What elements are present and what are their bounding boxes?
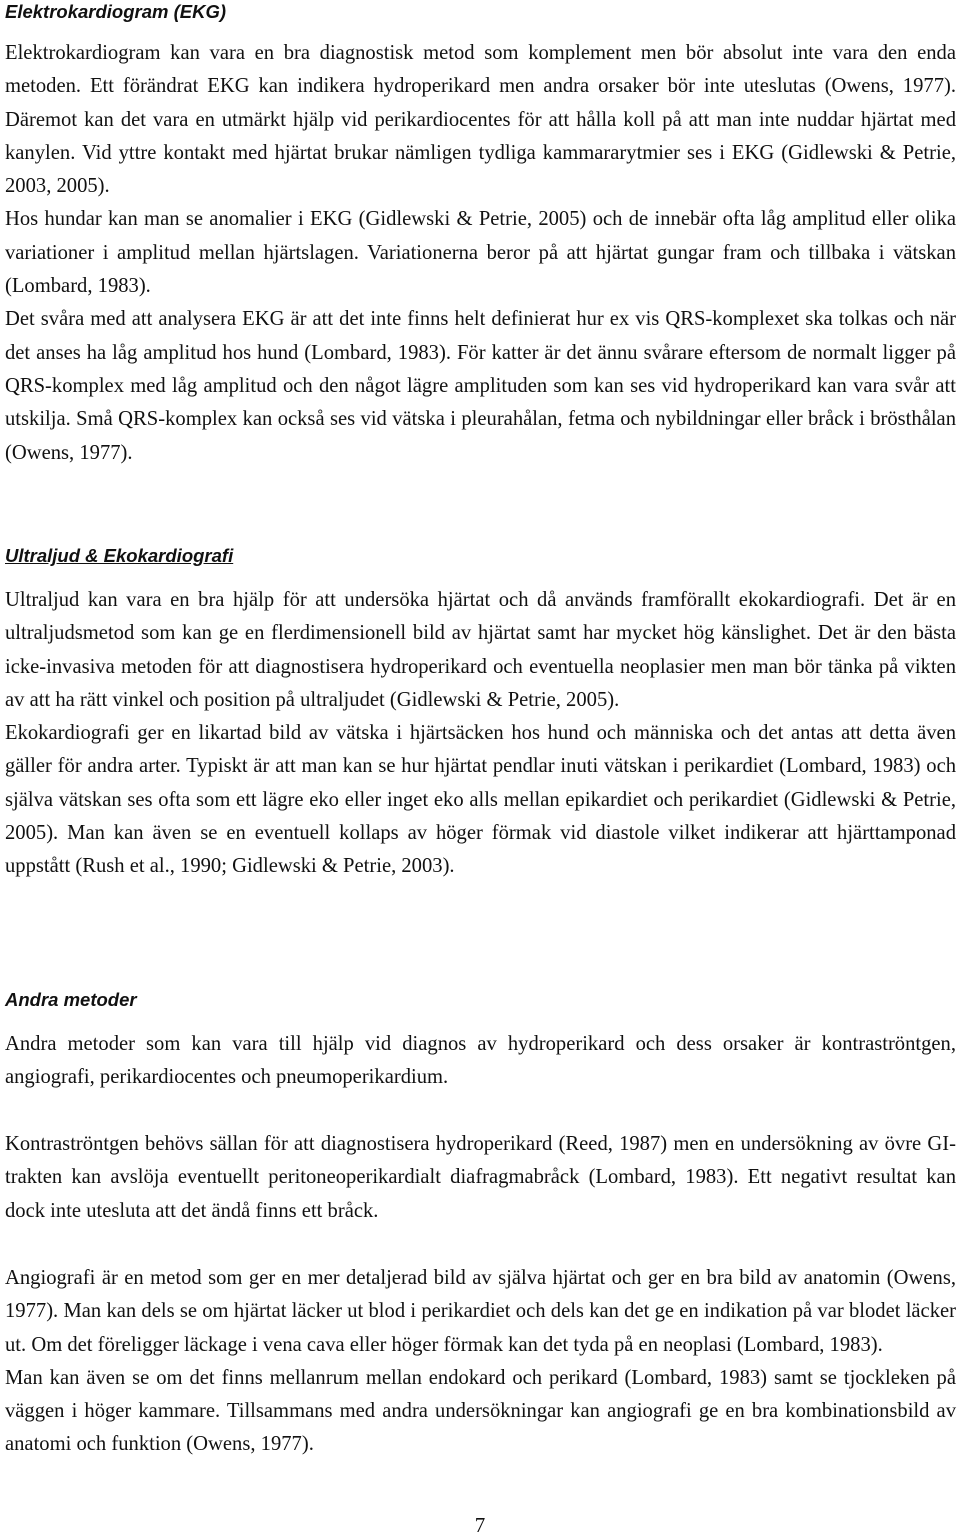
section-heading-ultraljud: Ultraljud & Ekokardiografi xyxy=(5,545,234,566)
paragraph-kontrastrontgen: Kontraströntgen behövs sällan för att diagnostisera hydroperikard (Reed, 1987) men en undersökning av övre GI-trakten kan avslöja eventuellt peritoneoperikardialt diafragmabråck (Lombard, 1983). Ett negativt resultat kan dock inte utesluta att det ändå finns ett bråck. xyxy=(5,1133,956,1222)
paragraph: Ekokardiografi ger en likartad bild av vätska i hjärtsäcken hos hund och människa och det antas att detta även gäller för andra arter. Typiskt är att man kan se hur hjärtat pendlar inuti vätskan i perikardiet (Lombard, 1983) och själva vätskan ses ofta som ett lägre eko eller inget eko alls mellan epikardiet och perikardiet (Gidlewski & Petrie, 2005). Man kan även se en eventuell kollaps av höger förmak vid diastole vilket indikerar att hjärttamponad uppstått (Rush et al., 1990; Gidlewski & Petrie, 2003). xyxy=(5,722,956,878)
section-body-ultraljud xyxy=(5,584,956,884)
section-body-ekg xyxy=(5,37,956,470)
section-body-angiografi xyxy=(5,1262,956,1462)
section-heading-andra-metoder: Andra metoder xyxy=(5,989,137,1010)
paragraph: Man kan även se om det finns mellanrum mellan endokard och perikard (Lombard, 1983) samt se tjockleken på väggen i höger kammare. Tillsammans med andra undersökningar kan angiografi ge en bra kombinationsbild av anatomi och funktion (Owens, 1977). xyxy=(5,1366,956,1456)
paragraph: Hos hundar kan man se anomalier i EKG (Gidlewski & Petrie, 2005) och de innebär ofta låg amplitud eller olika variationer i amplitud mellan hjärtslagen. Variationerna beror på att hjärtat gungar fram och tillbaka i vätskan (Lombard, 1983). xyxy=(5,208,956,298)
paragraph: Ultraljud kan vara en bra hjälp för att undersöka hjärtat och då används framförallt ekokardiografi. Det är en ultraljudsmetod som kan ge en flerdimensionell bild av hjärtat samt har mycket hög känslighet. Det är den bästa icke-invasiva metoden för att diagnostisera hydroperikard och eventuella neoplasier men man bör tänka på vikten av att ha rätt vinkel och position på ultraljudet (Gidlewski & Petrie, 2005). xyxy=(5,589,956,711)
paragraph-andra-intro: Andra metoder som kan vara till hjälp vid diagnos av hydroperikard och dess orsaker är kontraströntgen, angiografi, perikardiocentes och pneumoperikardium. xyxy=(5,1033,956,1089)
paragraph: Angiografi är en metod som ger en mer detaljerad bild av själva hjärtat och ger en bra bild av anatomin (Owens, 1977). Man kan dels se om hjärtat läcker ut blod i perikardiet och dels kan det ge en indikation på var blodet läcker ut. Om det föreligger läckage i vena cava eller höger förmak kan det tyda på en neoplasi (Lombard, 1983). xyxy=(5,1267,956,1356)
page-number: 7 xyxy=(474,1513,486,1537)
paragraph: Det svåra med att analysera EKG är att det inte finns helt definierat hur ex vis QRS-komplexet ska tolkas och när det anses ha låg amplitud hos hund (Lombard, 1983). För katter är det ännu svårare eftersom de normalt ligger på QRS-komplex med låg amplitud och den något lägre amplituden som kan ses vid hydroperikard kan vara svår att utskilja. Små QRS-komplex kan också ses vid vätska i pleurahålan, fetma och nybildningar eller bråck i brösthålan (Owens, 1977). xyxy=(5,308,956,464)
paragraph: Elektrokardiogram kan vara en bra diagnostisk metod som komplement men bör absolut inte vara den enda metoden. Ett förändrat EKG kan indikera hydroperikard men andra orsaker bör inte uteslutas (Owens, 1977). Däremot kan det vara en utmärkt hjälp vid perikardiocentes för att hålla koll på att man inte nuddar hjärtat med kanylen. Vid yttre kontakt med hjärtat brukar nämligen tydliga kammararytmier ses i EKG (Gidlewski & Petrie, 2003, 2005). xyxy=(5,42,956,198)
section-heading-ekg: Elektrokardiogram (EKG) xyxy=(5,1,227,22)
